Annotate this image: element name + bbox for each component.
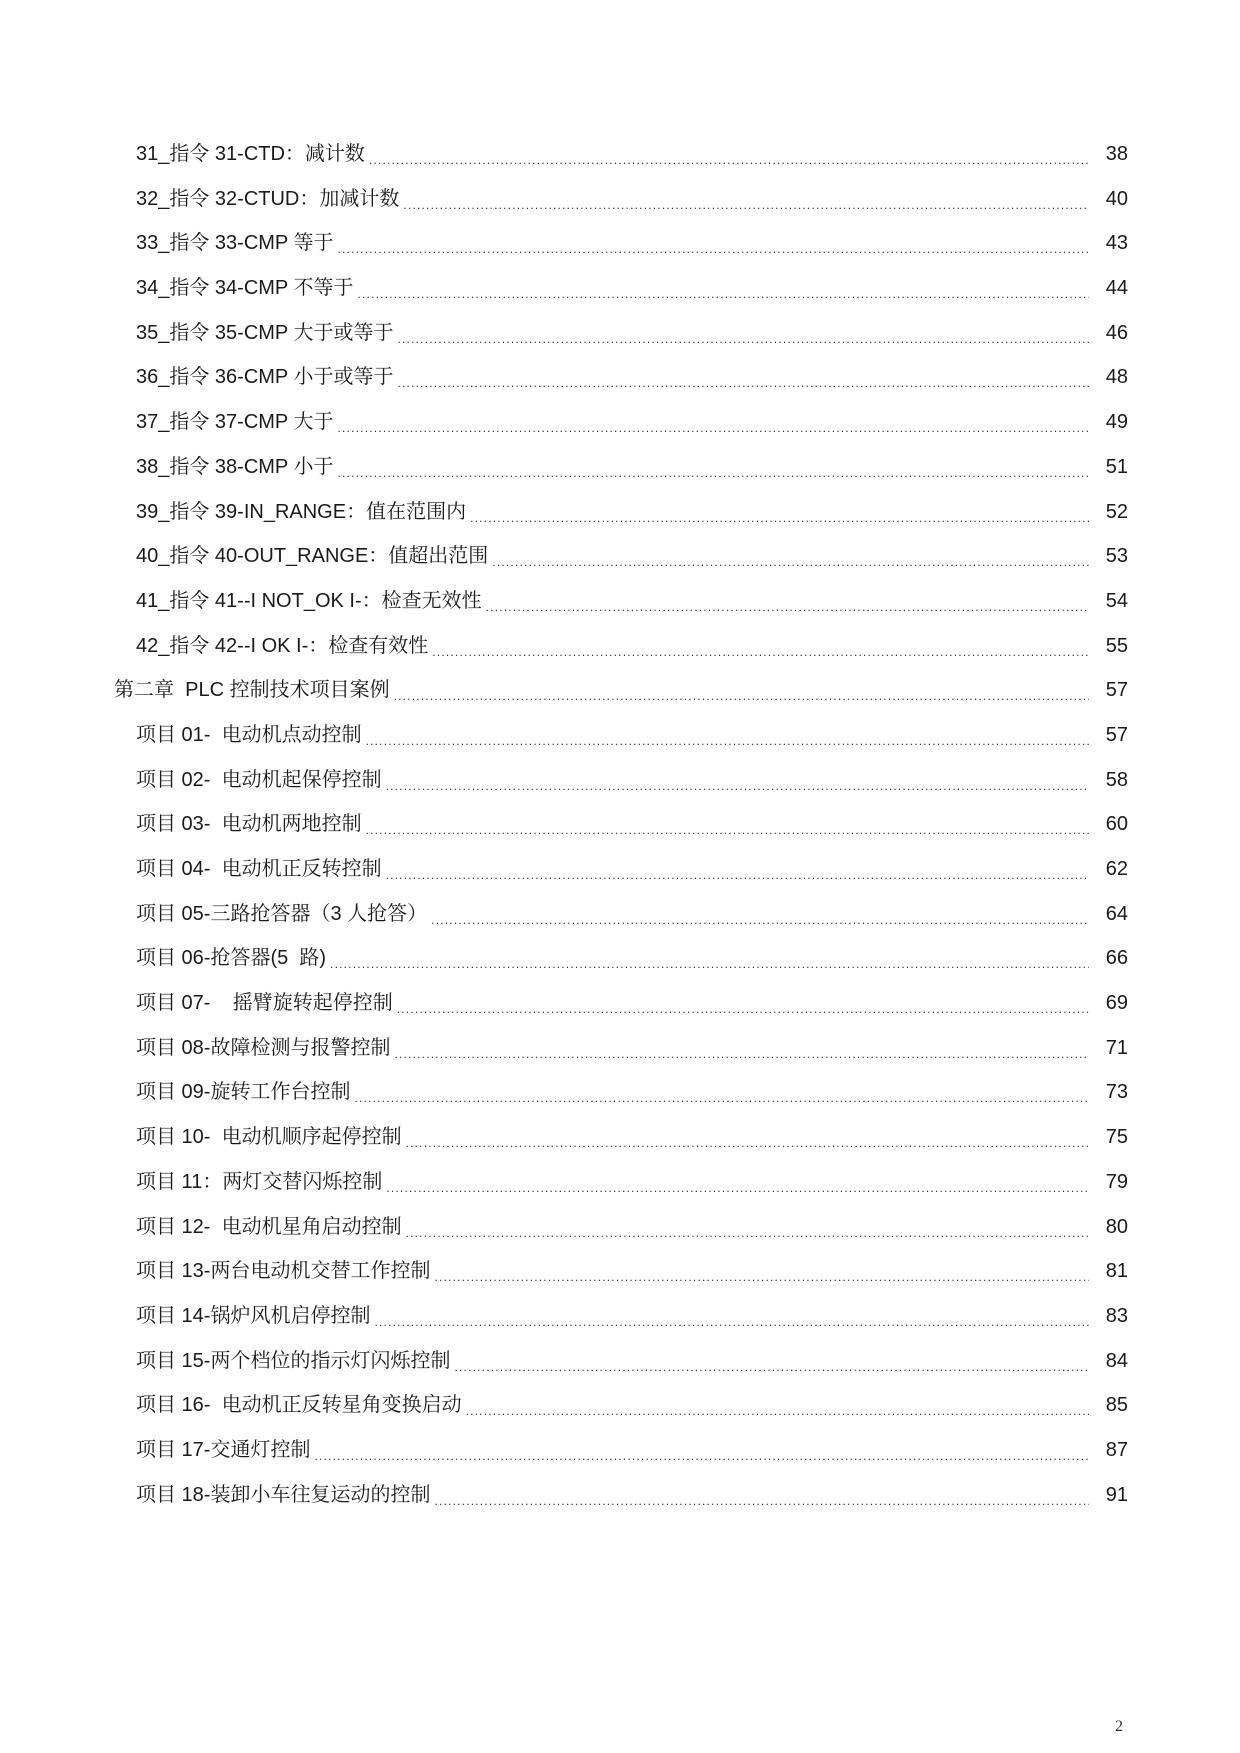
toc-dot-leader — [374, 1317, 1089, 1327]
toc-entry-page: 54 — [1089, 589, 1128, 613]
toc-dot-leader — [432, 647, 1089, 657]
toc-entry-title: 项目 05-三路抢答器（3 人抢答） — [136, 902, 431, 926]
toc-entry-page: 52 — [1089, 500, 1128, 524]
toc-dot-leader — [366, 736, 1089, 746]
toc-entry-title: 项目 13-两台电动机交替工作控制 — [136, 1259, 434, 1283]
toc-entry[interactable] — [0, 410, 1240, 455]
toc-entry-title: 38_指令 38-CMP 小于 — [136, 455, 337, 479]
toc-entry[interactable] — [0, 365, 1240, 410]
toc-entry-title: 第二章 PLC 控制技术项目案例 — [114, 678, 394, 702]
toc-entry-page: 51 — [1089, 455, 1128, 479]
toc-dot-leader — [337, 244, 1089, 254]
toc-entry[interactable] — [0, 142, 1240, 187]
toc-entry-title: 41_指令 41--I NOT_OK I-：检查无效性 — [136, 589, 486, 613]
toc-entry[interactable] — [0, 723, 1240, 768]
toc-entry-title: 37_指令 37-CMP 大于 — [136, 410, 337, 434]
toc-entry-page: 73 — [1089, 1080, 1128, 1104]
toc-entry-page: 69 — [1089, 991, 1128, 1015]
toc-dot-leader — [486, 602, 1089, 612]
toc-entry-title: 项目 18-装卸小车往复运动的控制 — [136, 1483, 434, 1507]
toc-entry[interactable] — [0, 1170, 1240, 1215]
toc-entry-page: 87 — [1089, 1438, 1128, 1462]
toc-entry-page: 80 — [1089, 1215, 1128, 1239]
page-number: 2 — [1115, 1718, 1123, 1735]
toc-entry-title: 32_指令 32-CTUD：加减计数 — [136, 187, 403, 211]
toc-entry-page: 71 — [1089, 1036, 1128, 1060]
toc-entry-page: 83 — [1089, 1304, 1128, 1328]
toc-entry[interactable] — [0, 902, 1240, 947]
toc-entry-page: 60 — [1089, 812, 1128, 836]
toc-entry-title: 项目 09-旋转工作台控制 — [136, 1080, 354, 1104]
toc-dot-leader — [354, 1093, 1089, 1103]
toc-entry-page: 84 — [1089, 1349, 1128, 1373]
toc-entry[interactable] — [0, 187, 1240, 232]
toc-entry[interactable] — [0, 231, 1240, 276]
toc-dot-leader — [397, 378, 1089, 388]
toc-dot-leader — [369, 155, 1089, 165]
toc-dot-leader — [394, 1049, 1089, 1059]
toc-entry-page: 81 — [1089, 1259, 1128, 1283]
toc-entry[interactable] — [0, 544, 1240, 589]
toc-dot-leader — [386, 1183, 1089, 1193]
toc-entry-page: 53 — [1089, 544, 1128, 568]
toc-entry-page: 58 — [1089, 768, 1128, 792]
toc-entry[interactable] — [0, 455, 1240, 500]
toc-entry[interactable] — [0, 1393, 1240, 1438]
toc-entry-page: 44 — [1089, 276, 1128, 300]
toc-dot-leader — [434, 1496, 1089, 1506]
toc-entry[interactable] — [0, 768, 1240, 813]
toc-entry[interactable] — [0, 1036, 1240, 1081]
toc-entry-page: 62 — [1089, 857, 1128, 881]
toc-entry[interactable] — [0, 500, 1240, 545]
toc-entry-page: 75 — [1089, 1125, 1128, 1149]
toc-entry[interactable] — [0, 946, 1240, 991]
toc-entry[interactable] — [0, 1259, 1240, 1304]
table-of-contents — [0, 142, 1240, 1527]
toc-entry[interactable] — [0, 1125, 1240, 1170]
toc-dot-leader — [466, 1406, 1089, 1416]
toc-entry[interactable] — [0, 991, 1240, 1036]
toc-dot-leader — [386, 781, 1089, 791]
toc-entry-page: 43 — [1089, 231, 1128, 255]
toc-dot-leader — [357, 289, 1089, 299]
toc-entry[interactable] — [0, 1483, 1240, 1528]
toc-dot-leader — [394, 691, 1089, 701]
toc-chapter-entry[interactable] — [0, 678, 1240, 723]
toc-entry-title: 项目 12- 电动机星角启动控制 — [136, 1215, 406, 1239]
toc-entry[interactable] — [0, 857, 1240, 902]
toc-entry[interactable] — [0, 1215, 1240, 1260]
toc-entry-title: 项目 07- 摇臂旋转起停控制 — [136, 991, 397, 1015]
toc-dot-leader — [492, 557, 1089, 567]
toc-entry-page: 49 — [1089, 410, 1128, 434]
toc-dot-leader — [337, 423, 1089, 433]
toc-entry[interactable] — [0, 634, 1240, 679]
toc-entry-title: 35_指令 35-CMP 大于或等于 — [136, 321, 397, 345]
toc-entry-title: 项目 16- 电动机正反转星角变换启动 — [136, 1393, 466, 1417]
toc-entry[interactable] — [0, 1349, 1240, 1394]
toc-dot-leader — [337, 468, 1089, 478]
toc-entry-page: 38 — [1089, 142, 1128, 166]
toc-entry-title: 项目 08-故障检测与报警控制 — [136, 1036, 394, 1060]
toc-entry-title: 40_指令 40-OUT_RANGE：值超出范围 — [136, 544, 492, 568]
toc-entry-page: 64 — [1089, 902, 1128, 926]
toc-entry-title: 项目 15-两个档位的指示灯闪烁控制 — [136, 1349, 454, 1373]
toc-entry-title: 项目 04- 电动机正反转控制 — [136, 857, 386, 881]
toc-entry-title: 项目 14-锅炉风机启停控制 — [136, 1304, 374, 1328]
toc-entry[interactable] — [0, 276, 1240, 321]
toc-entry-title: 项目 10- 电动机顺序起停控制 — [136, 1125, 406, 1149]
toc-entry[interactable] — [0, 1080, 1240, 1125]
toc-entry-page: 57 — [1089, 723, 1128, 747]
toc-entry-title: 36_指令 36-CMP 小于或等于 — [136, 365, 397, 389]
toc-entry-page: 46 — [1089, 321, 1128, 345]
toc-entry[interactable] — [0, 1438, 1240, 1483]
toc-dot-leader — [397, 1004, 1089, 1014]
toc-entry-title: 34_指令 34-CMP 不等于 — [136, 276, 357, 300]
toc-entry[interactable] — [0, 812, 1240, 857]
toc-dot-leader — [330, 959, 1089, 969]
toc-entry-title: 项目 03- 电动机两地控制 — [136, 812, 366, 836]
toc-entry-page: 79 — [1089, 1170, 1128, 1194]
toc-dot-leader — [431, 915, 1089, 925]
toc-entry-title: 项目 06-抢答器(5 路) — [136, 946, 330, 970]
toc-dot-leader — [454, 1362, 1089, 1372]
toc-entry[interactable] — [0, 321, 1240, 366]
toc-entry-title: 项目 01- 电动机点动控制 — [136, 723, 366, 747]
toc-entry[interactable] — [0, 1304, 1240, 1349]
toc-entry-page: 91 — [1089, 1483, 1128, 1507]
toc-dot-leader — [366, 825, 1089, 835]
toc-dot-leader — [386, 870, 1089, 880]
toc-entry-page: 57 — [1089, 678, 1128, 702]
toc-entry-page: 55 — [1089, 634, 1128, 658]
toc-entry-page: 48 — [1089, 365, 1128, 389]
toc-entry-page: 85 — [1089, 1393, 1128, 1417]
toc-dot-leader — [397, 334, 1089, 344]
toc-entry-title: 项目 02- 电动机起保停控制 — [136, 768, 386, 792]
toc-entry-title: 31_指令 31-CTD：减计数 — [136, 142, 369, 166]
toc-dot-leader — [406, 1228, 1089, 1238]
toc-dot-leader — [314, 1451, 1089, 1461]
toc-entry-title: 42_指令 42--I OK I-：检查有效性 — [136, 634, 432, 658]
toc-entry[interactable] — [0, 589, 1240, 634]
toc-entry-title: 39_指令 39-IN_RANGE：值在范围内 — [136, 500, 470, 524]
toc-entry-page: 66 — [1089, 946, 1128, 970]
toc-entry-title: 项目 11：两灯交替闪烁控制 — [136, 1170, 386, 1194]
toc-entry-title: 项目 17-交通灯控制 — [136, 1438, 314, 1462]
toc-dot-leader — [406, 1138, 1089, 1148]
toc-dot-leader — [434, 1272, 1089, 1282]
toc-dot-leader — [403, 200, 1089, 210]
toc-entry-title: 33_指令 33-CMP 等于 — [136, 231, 337, 255]
toc-dot-leader — [470, 513, 1089, 523]
toc-entry-page: 40 — [1089, 187, 1128, 211]
